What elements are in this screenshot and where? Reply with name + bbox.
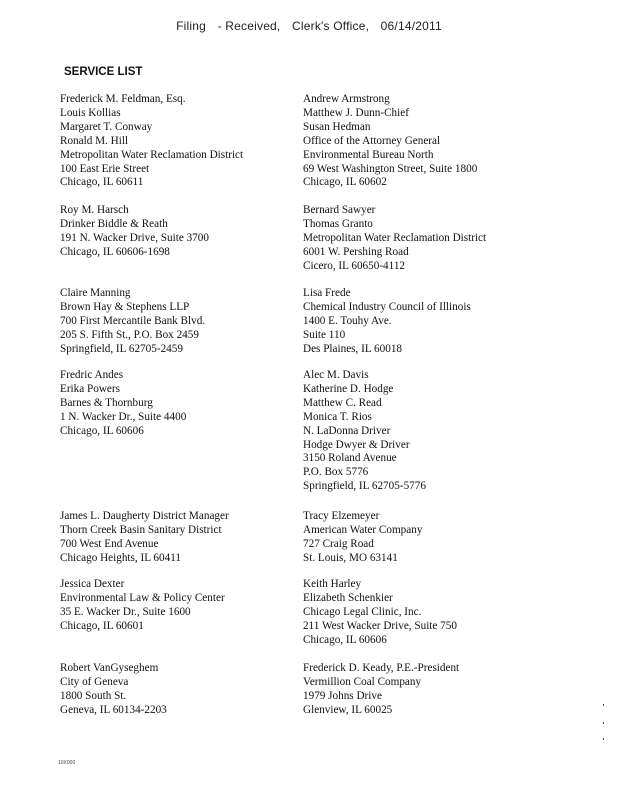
contact-line: 727 Craig Road: [303, 537, 374, 550]
contact-line: Chicago, IL 60611: [60, 176, 144, 189]
contact-line: Katherine D. Hodge: [303, 382, 394, 395]
filing-date: 06/14/2011: [380, 19, 442, 33]
contact-line: 35 E. Wacker Dr., Suite 1600: [60, 605, 191, 618]
contact-line: P.O. Box 5776: [303, 466, 369, 479]
contact-line: 205 S. Fifth St., P.O. Box 2459: [60, 328, 199, 341]
contact-name: Alec M. Davis: [303, 369, 369, 381]
contact-line: Metropolitan Water Reclamation District: [303, 231, 487, 244]
contact-line: Glenview, IL 60025: [303, 703, 393, 716]
contact-line: Metropolitan Water Reclamation District: [60, 148, 244, 161]
contact-block: [60, 510, 310, 566]
contact-line: Elizabeth Schenkier: [303, 591, 393, 604]
contact-name: Jessica Dexter: [60, 578, 125, 590]
page-footer-mark: 10X000: [58, 760, 76, 766]
contact-line: Chicago, IL 60602: [303, 176, 387, 189]
contact-line: Erika Powers: [60, 382, 120, 395]
contact-name: Fredric Andes: [60, 369, 124, 381]
filing-label: Filing: [176, 19, 207, 33]
contact-block: [60, 287, 310, 357]
office-label: Clerk's Office,: [292, 19, 370, 33]
contact-block: [60, 369, 310, 439]
contact-line: Chicago Heights, IL 60411: [60, 551, 181, 564]
contact-line: Matthew J. Dunn-Chief: [303, 106, 409, 119]
contact-line: 100 East Erie Street: [60, 162, 150, 175]
contact-name: Andrew Armstrong: [303, 93, 390, 105]
filing-header: [0, 19, 618, 33]
contact-line: Office of the Attorney General: [303, 134, 441, 147]
contact-block: [303, 510, 553, 566]
contact-block: [60, 93, 310, 190]
page-title: SERVICE LIST: [64, 66, 143, 78]
contact-block: [303, 662, 553, 718]
contact-block: [303, 287, 553, 357]
contact-line: 6001 W. Pershing Road: [303, 245, 409, 258]
contact-name: Tracy Elzemeyer: [303, 510, 380, 522]
scan-mark: [603, 722, 604, 724]
contact-line: Drinker Biddle & Reath: [60, 217, 168, 230]
contact-line: Environmental Law & Policy Center: [60, 591, 225, 604]
contact-line: 700 West End Avenue: [60, 537, 159, 550]
contact-line: 69 West Washington Street, Suite 1800: [303, 162, 478, 175]
contact-line: Thorn Creek Basin Sanitary District: [60, 523, 222, 536]
contact-line: 1 N. Wacker Dr., Suite 4400: [60, 410, 187, 423]
contact-line: Brown Hay & Stephens LLP: [60, 300, 190, 313]
contact-line: City of Geneva: [60, 675, 129, 688]
contact-line: Suite 110: [303, 328, 346, 341]
contact-name: Lisa Frede: [303, 287, 351, 299]
contact-line: 1400 E. Touhy Ave.: [303, 314, 392, 327]
contact-line: Chicago, IL 60601: [60, 619, 144, 632]
contact-name: James L. Daugherty District Manager: [60, 510, 229, 522]
contact-line: 191 N. Wacker Drive, Suite 3700: [60, 231, 209, 244]
contact-line: 700 First Mercantile Bank Blvd.: [60, 314, 206, 327]
contact-line: Matthew C. Read: [303, 396, 382, 409]
contact-name: Robert VanGyseghem: [60, 662, 159, 674]
contact-line: 1979 Johns Drive: [303, 689, 382, 702]
contact-name: Roy M. Harsch: [60, 204, 129, 216]
scan-mark: [603, 704, 604, 706]
contact-line: Susan Hedman: [303, 120, 371, 133]
contact-block: [60, 662, 310, 718]
contact-line: American Water Company: [303, 523, 423, 536]
contact-line: Vermillion Coal Company: [303, 675, 422, 688]
contact-line: Monica T. Rios: [303, 410, 372, 423]
contact-line: Chemical Industry Council of Illinois: [303, 300, 471, 313]
scan-mark: [603, 738, 604, 740]
contact-line: 3150 Roland Avenue: [303, 452, 397, 465]
contact-name: Frederick M. Feldman, Esq.: [60, 93, 186, 105]
contact-line: Geneva, IL 60134-2203: [60, 703, 167, 716]
contact-line: Cicero, IL 60650-4112: [303, 259, 406, 272]
contact-name: Claire Manning: [60, 287, 131, 299]
contact-name: Keith Harley: [303, 578, 362, 590]
contact-line: Environmental Bureau North: [303, 148, 434, 161]
contact-block: [60, 578, 310, 634]
contact-line: Springfield, IL 62705-5776: [303, 480, 426, 493]
contact-line: 211 West Wacker Drive, Suite 750: [303, 619, 457, 632]
contact-line: Barnes & Thornburg: [60, 396, 153, 409]
contact-block: [303, 578, 553, 648]
contact-line: Chicago Legal Clinic, Inc.: [303, 605, 422, 618]
contact-line: 1800 South St.: [60, 689, 127, 702]
contact-name: Frederick D. Keady, P.E.-President: [303, 662, 460, 674]
contact-line: Springfield, IL 62705-2459: [60, 342, 183, 355]
contact-block: [303, 93, 553, 190]
contact-line: N. LaDonna Driver: [303, 424, 391, 437]
contact-block: [303, 204, 553, 274]
contact-line: Chicago, IL 60606-1698: [60, 245, 170, 258]
contact-block: [60, 204, 310, 260]
contact-block: [303, 369, 553, 494]
contact-line: Chicago, IL 60606: [60, 424, 144, 437]
contact-line: Ronald M. Hill: [60, 134, 129, 147]
contact-line: Louis Kollias: [60, 106, 121, 119]
contact-line: Thomas Granto: [303, 217, 373, 230]
contact-line: Margaret T. Conway: [60, 120, 153, 133]
contact-line: St. Louis, MO 63141: [303, 551, 398, 564]
contact-line: Chicago, IL 60606: [303, 633, 387, 646]
received-label: - Received,: [217, 19, 281, 33]
contact-line: Des Plaines, IL 60018: [303, 342, 403, 355]
contact-line: Hodge Dwyer & Driver: [303, 438, 410, 451]
contact-name: Bernard Sawyer: [303, 204, 376, 216]
